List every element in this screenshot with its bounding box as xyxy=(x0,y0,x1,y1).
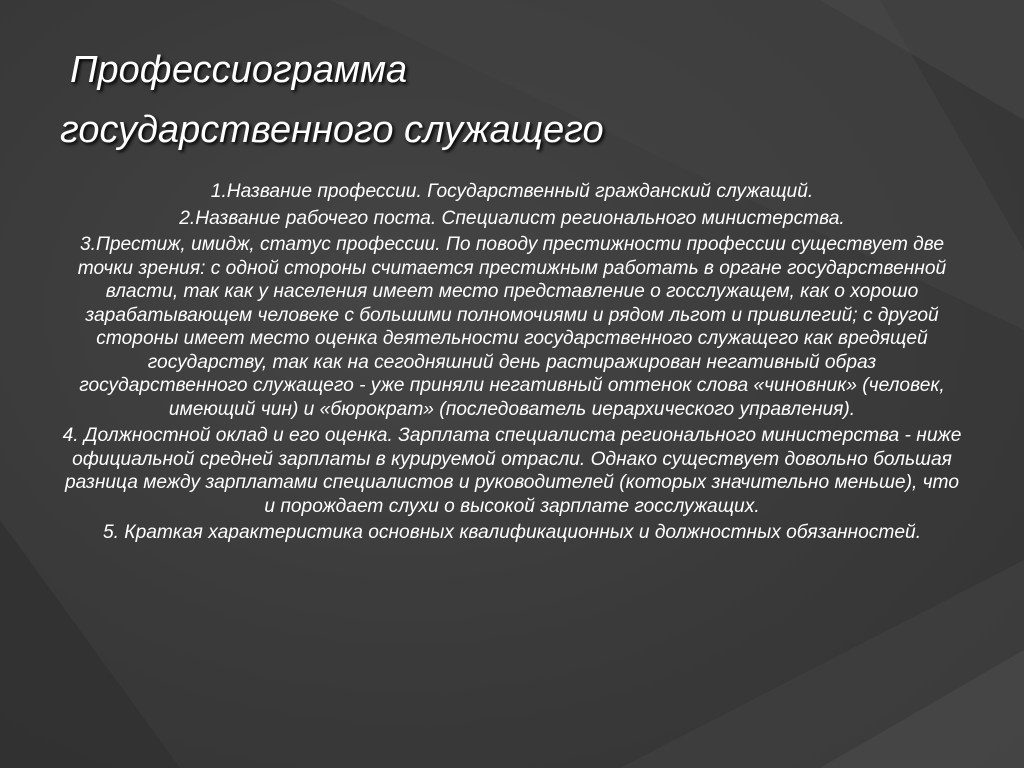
paragraph-4-salary: 4. Должностной оклад и его оценка. Зарплата специалиста регионального министерства - ниже официальной средней зарплаты в курируемой отрасли. Однако существует довольно большая разница между зарплатами специалистов и руководителей (которых значительно меньше), что и порождает слухи о высокой зарплате госслужащих. xyxy=(62,425,962,517)
paragraph-5-duties: 5. Краткая характеристика основных квалификационных и должностных обязанностей. xyxy=(102,522,922,543)
title-line-1: Профессиограмма xyxy=(70,49,408,91)
title-line-2: государственного служащего xyxy=(60,109,604,151)
paragraph-3-prestige: 3.Престиж, имидж, статус профессии. По поводу престижности профессии существует две точки зрения: с одной стороны считается престижным работать в органе государственной власти, так как у населения имеет место представление о госслужащем, как о хорошо зарабатывающем человеке с большими полномочиями и рядом льгот и привилегий; с другой стороны имеет место оценка деятельности государственного служащего как вредящей государству, так как на сегодняшний день растиражирован негативный образ государственного служащего - уже приняли негативный оттенок слова «чиновник» (человек, имеющий чин) и «бюрократ» (последователь иерархического управления). xyxy=(77,234,947,420)
slide-title xyxy=(60,40,860,160)
slide-body xyxy=(62,180,962,548)
paragraph-2-work-post: 2.Название рабочего поста. Специалист регионального министерства. xyxy=(179,207,845,229)
paragraph-1-profession-name: 1.Название профессии. Государственный гражданский служащий. xyxy=(210,181,814,202)
bg-band-bottom-left xyxy=(0,520,180,768)
